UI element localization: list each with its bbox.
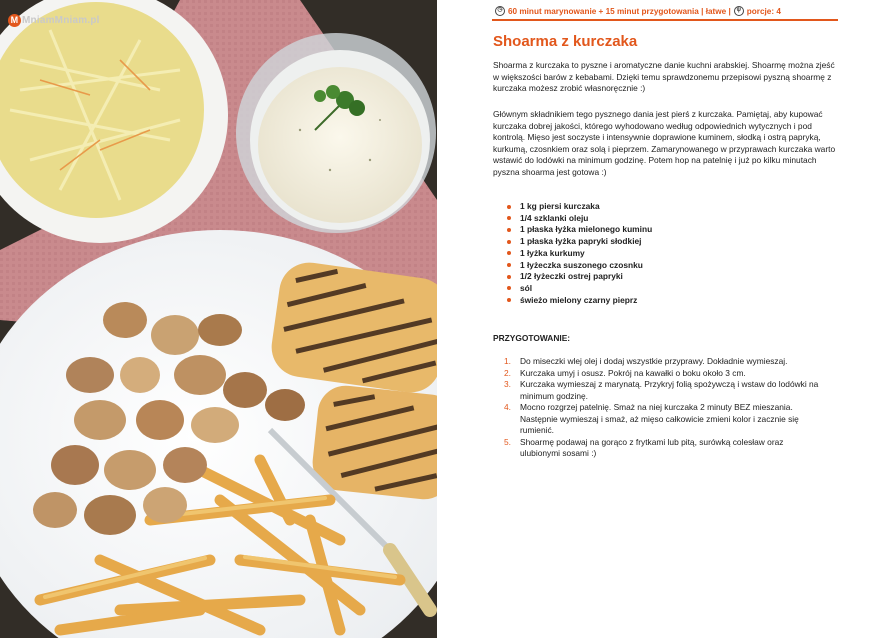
ingredient-item: świeżo mielony czarny pieprz	[507, 295, 652, 307]
grilled-pita-bottom	[310, 383, 437, 502]
step-item	[504, 402, 824, 437]
ingredient-list	[507, 201, 652, 306]
recipe-page	[437, 0, 887, 638]
ingredient-item: 1 łyżeczka suszonego czosnku	[507, 260, 652, 272]
step-text: Kurczaka umyj i osusz. Pokrój na kawałki o boku około 3 cm.	[520, 367, 746, 378]
step-item	[504, 356, 824, 368]
step-item	[504, 379, 824, 402]
preparation-steps	[504, 356, 824, 460]
step-text: Do miseczki wlej olej i dodaj wszystkie przyprawy. Dokładnie wymieszaj.	[520, 356, 788, 366]
site-logo	[8, 14, 100, 27]
logo-mark-icon: M	[8, 14, 21, 27]
recipe-meta	[495, 4, 835, 18]
ingredient-item: 1 łyżka kurkumy	[507, 248, 652, 260]
step-number: 2.	[504, 367, 511, 378]
ingredient-item: 1/4 szklanki oleju	[507, 213, 652, 225]
intro-paragraph-2: Głównym składnikiem tego pysznego dania jest pierś z kurczaka. Pamiętaj, aby kupować kurczaka dobrej jakości, którego wyhodowano według odpowiednich wytycznych i pod kontrolą. Mięso jest soczyste i intensywnie doprawione kuminem, słodką i ostrą papryką, kurkumą, czosnkiem oraz solą i pieprzem. Zamarynowanego w przyprawach kurczaka warto wstawić do lodówki na minimum godzinę. Potem hop na patelnię i już po kilku minutach pyszna shoarma jest gotowa :)	[493, 109, 836, 177]
step-text: Kurczaka wymieszaj z marynatą. Przykryj folią spożywczą i wstaw do lodówki na minimum godzinę.	[520, 379, 819, 401]
meta-portions: porcje: 4	[746, 6, 781, 16]
step-number: 1.	[504, 356, 511, 366]
grilled-pita-top	[268, 259, 437, 397]
ingredient-item: 1 płaska łyżka mielonego kuminu	[507, 224, 652, 236]
step-number: 4.	[504, 402, 511, 412]
step-number: 5.	[504, 436, 511, 447]
meta-time: 60 minut marynowanie + 15 minut przygotowania | łatwe |	[508, 6, 731, 16]
ingredient-item: sól	[507, 283, 652, 295]
step-number: 3.	[504, 379, 511, 389]
step-text: Shoarmę podawaj na gorąco z frytkami lub pitą, surówką colesław oraz ulubionymi sosami :)	[520, 436, 784, 458]
header-divider	[492, 19, 838, 21]
ingredient-item: 1 kg piersi kurczaka	[507, 201, 652, 213]
recipe-title: Shoarma z kurczaka	[493, 33, 638, 50]
food-photo-illustration	[0, 0, 437, 638]
logo-text: MniamMniam.pl	[22, 15, 100, 26]
intro-paragraph-1: Shoarma z kurczaka to pyszne i aromatyczne danie kuchni arabskiej. Shoarmę można zjeść w większości barów z kebabami. Dzięki temu sprawdzonemu przepisowi pyszną shoarmę z kurczaka możesz zrobić własnoręcznie :)	[493, 60, 835, 93]
step-item	[504, 437, 824, 460]
step-text: Mocno rozgrzej patelnię. Smaż na niej kurczaka 2 minuty BEZ mieszania. Następnie wymieszaj i smaż, aż mięso całkowicie zmieni kolor i zacznie się rumienić.	[520, 402, 799, 435]
step-item	[504, 368, 824, 380]
ingredient-item: 1 płaska łyżka papryki słodkiej	[507, 236, 652, 248]
fork-knife-icon: ψ	[734, 6, 744, 16]
food-photo	[0, 0, 437, 638]
clock-icon: ◷	[495, 6, 505, 16]
ingredient-item: 1/2 łyżeczki ostrej papryki	[507, 271, 652, 283]
preparation-heading: PRZYGOTOWANIE:	[493, 333, 571, 343]
